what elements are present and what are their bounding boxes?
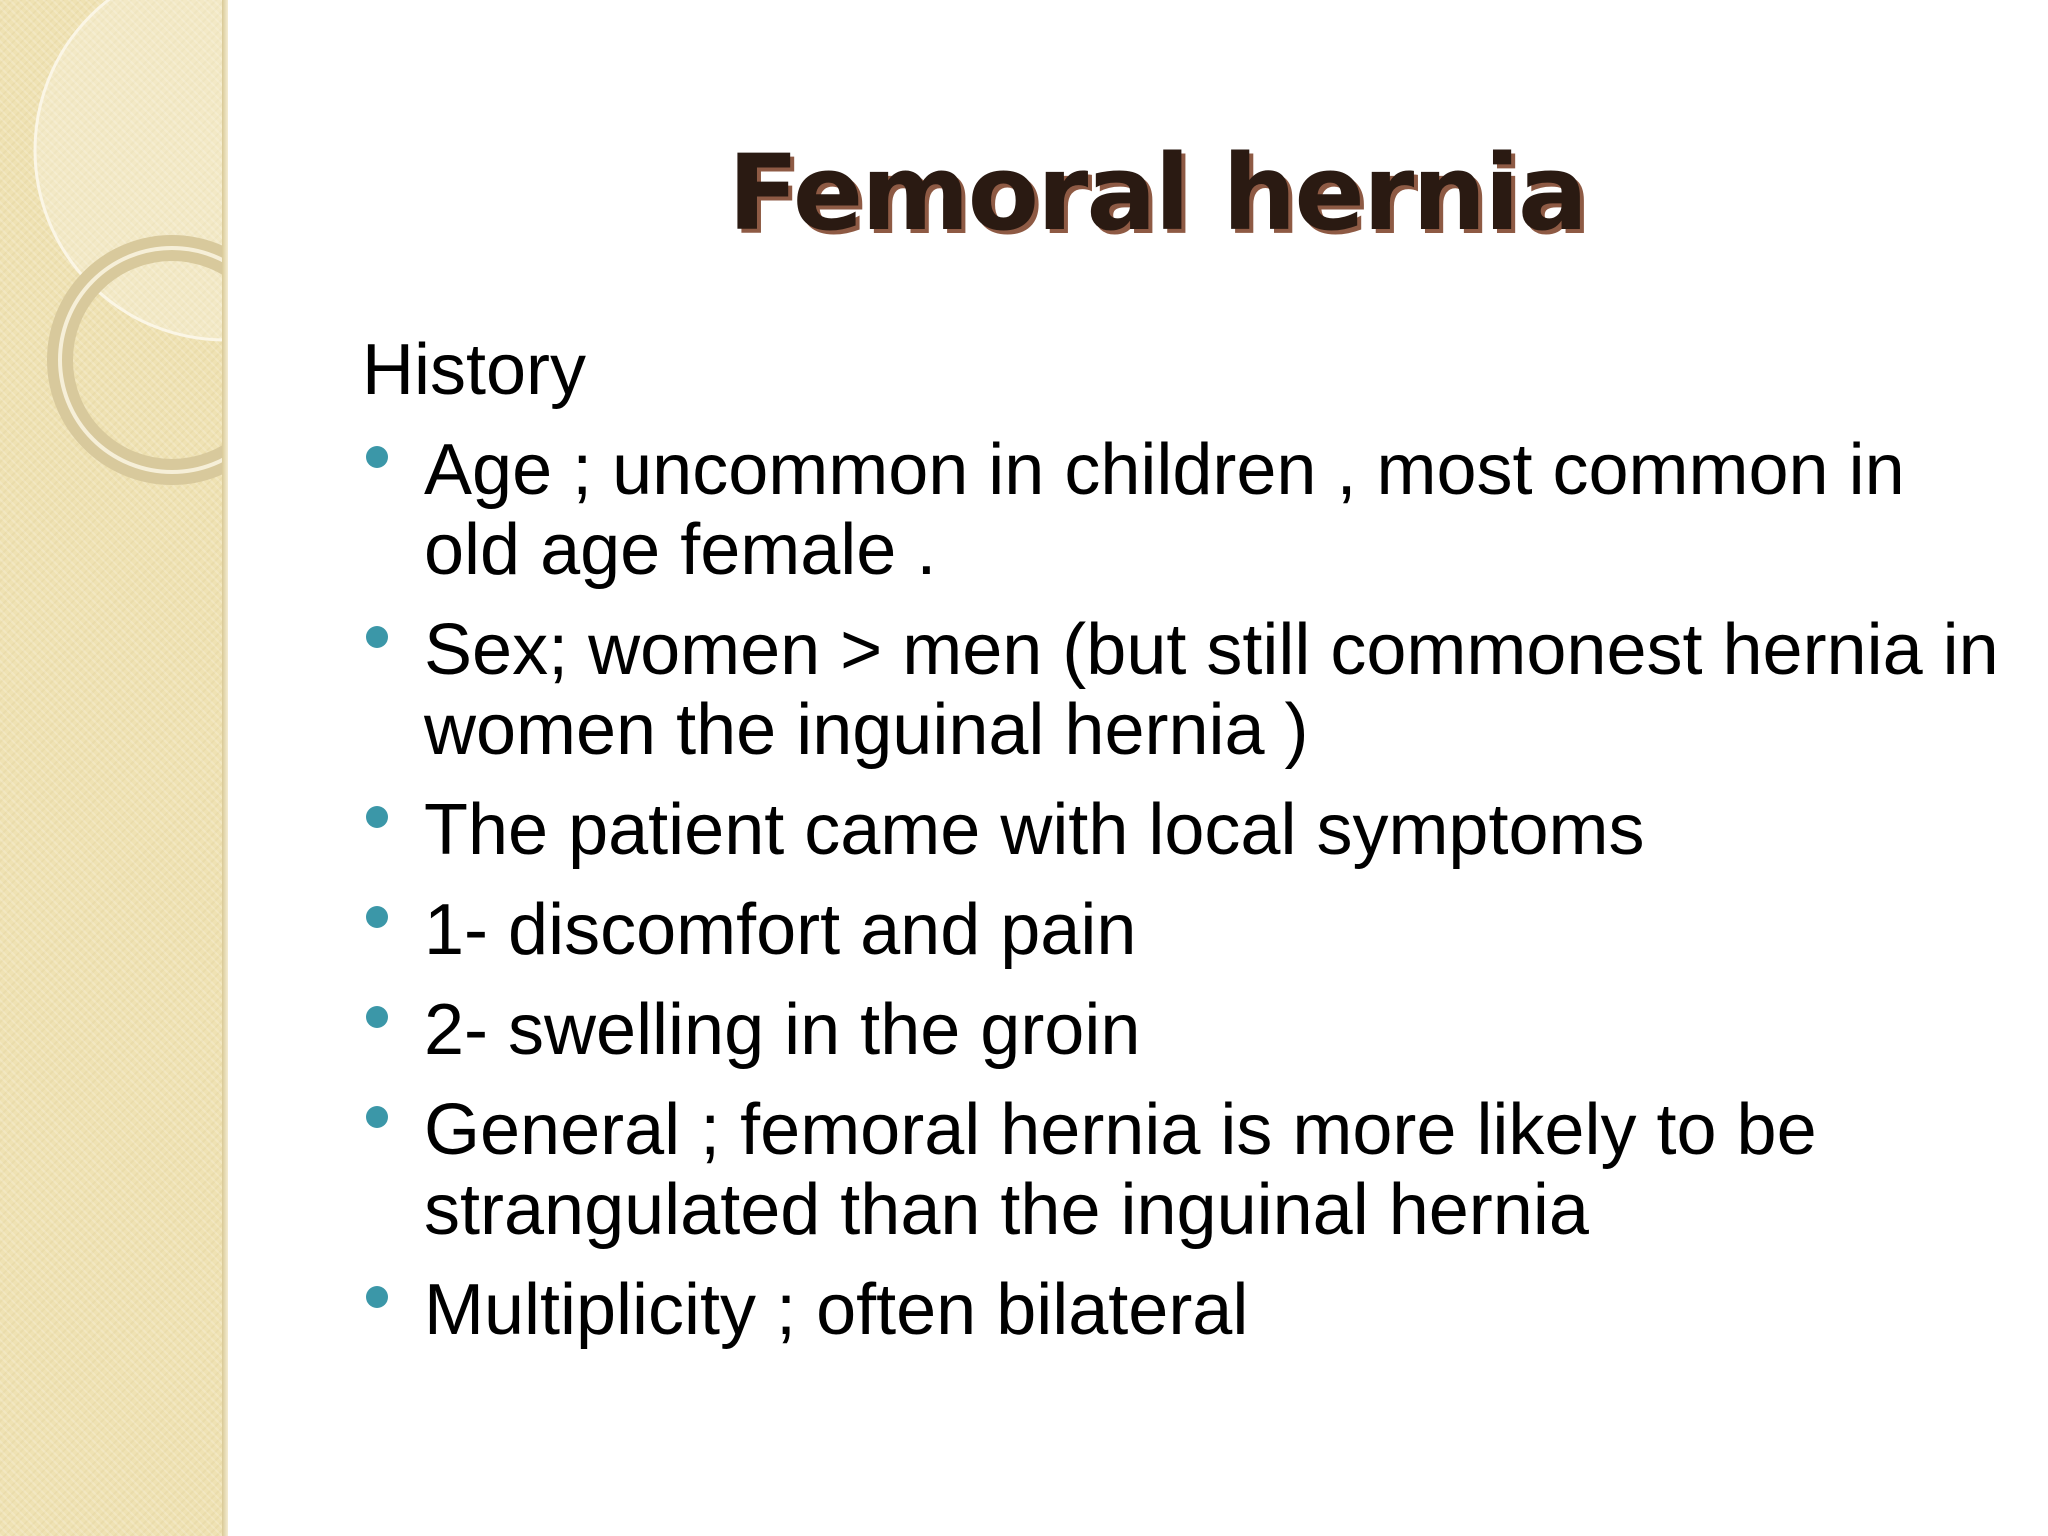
bullet-text: 2- swelling in the groin <box>424 990 1141 1070</box>
bullet-text: General ; femoral hernia is more likely to be strangulated than the inguinal hernia <box>424 1090 1817 1250</box>
bullet-item <box>362 610 2002 770</box>
bullet-item <box>362 430 2002 590</box>
bullet-item <box>362 990 2002 1070</box>
large-ring-decoration <box>35 0 226 340</box>
bullet-item <box>362 1270 2002 1350</box>
slide-content <box>362 330 2002 1370</box>
bullet-item <box>362 790 2002 870</box>
bullet-text: Sex; women > men (but still commonest hernia in women the inguinal hernia ) <box>424 610 1999 770</box>
bullet-item <box>362 1090 2002 1250</box>
bullet-dot-icon <box>366 446 388 468</box>
decorative-rings <box>0 0 226 1536</box>
bullet-dot-icon <box>366 906 388 928</box>
bullet-text: Age ; uncommon in children , most common in old age female . <box>424 430 1905 590</box>
bullet-text: 1- discomfort and pain <box>424 890 1137 970</box>
bullet-dot-icon <box>366 1286 388 1308</box>
bullet-item <box>362 890 2002 970</box>
section-heading: History <box>362 330 587 410</box>
slide-title: Femoral hernia <box>727 132 1587 254</box>
bullet-dot-icon <box>366 806 388 828</box>
bullet-dot-icon <box>366 1106 388 1128</box>
bullet-text: The patient came with local symptoms <box>424 790 1645 870</box>
bullet-list <box>362 430 2002 1350</box>
bullet-text: Multiplicity ; often bilateral <box>424 1270 1249 1350</box>
bullet-dot-icon <box>366 1006 388 1028</box>
bullet-dot-icon <box>366 626 388 648</box>
decorative-side-panel <box>0 0 226 1536</box>
